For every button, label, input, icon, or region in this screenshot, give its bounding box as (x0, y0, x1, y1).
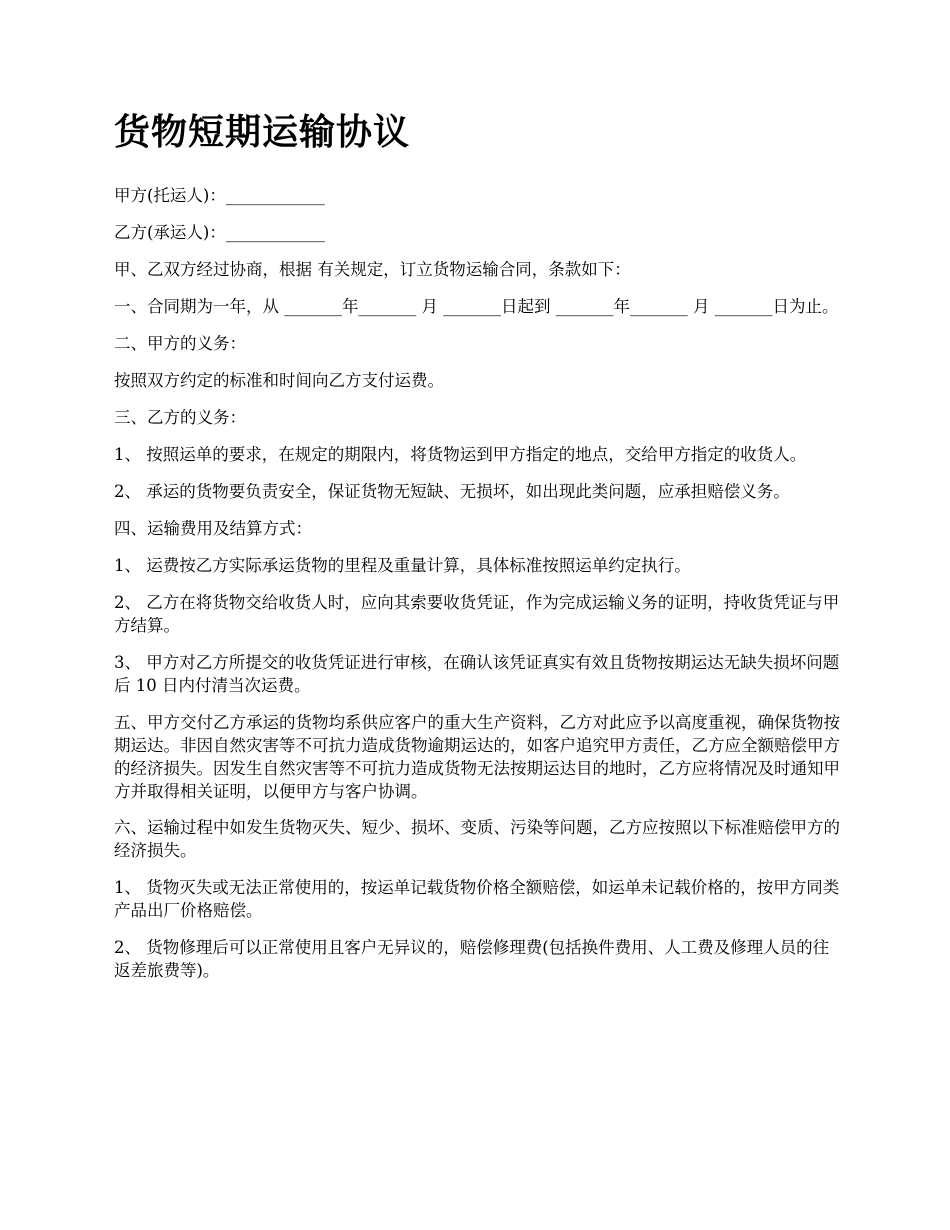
clause-6-item-1: 1、 货物灭失或无法正常使用的，按运单记载货物价格全额赔偿，如运单未记载价格的，按甲方同类产品出厂价格赔偿。 (114, 878, 840, 920)
intro-paragraph: 甲、乙双方经过协商，根据 有关规定，订立货物运输合同，条款如下： (114, 260, 631, 279)
clause-2-body: 按照双方约定的标准和时间向乙方支付运费。 (114, 371, 444, 390)
party-b-line: 乙方(承运人)：____________ (114, 223, 325, 242)
clause-2-heading: 二、甲方的义务： (114, 334, 246, 353)
clause-3-item-2: 2、 承运的货物要负责安全，保证货物无短缺、无损坏，如出现此类问题，应承担赔偿义务。 (114, 482, 790, 501)
party-a-line: 甲方(托运人)：____________ (114, 186, 325, 205)
clause-4-heading: 四、运输费用及结算方式： (114, 519, 312, 538)
clause-3-item-1: 1、 按照运单的要求，在规定的期限内，将货物运到甲方指定的地点，交给甲方指定的收货人。 (114, 445, 807, 464)
clause-6-body: 六、运输过程中如发生货物灭失、短少、损坏、变质、污染等问题，乙方应按照以下标准赔偿甲方的经济损失。 (114, 818, 840, 860)
clause-1-term: 一、合同期为一年，从 _______年_______ 月 _______日起到 _______年_______ 月 _______日为止。 (114, 297, 839, 316)
clause-4-item-2: 2、 乙方在将货物交给收货人时，应向其索要收货凭证，作为完成运输义务的证明，持收货凭证与甲方结算。 (114, 593, 840, 635)
clause-6-item-2: 2、 货物修理后可以正常使用且客户无异议的，赔偿修理费(包括换件费用、人工费及修理人员的往返差旅费等)。 (114, 938, 830, 980)
clause-3-heading: 三、乙方的义务： (114, 408, 246, 427)
clause-4-item-1: 1、 运费按乙方实际承运货物的里程及重量计算，具体标准按照运单约定执行。 (114, 556, 691, 575)
document-title: 货物短期运输协议 (114, 112, 411, 153)
clause-4-item-3: 3、 甲方对乙方所提交的收货凭证进行审核，在确认该凭证真实有效且货物按期运达无缺失损坏问题后 10 日内付清当次运费。 (114, 653, 840, 695)
clause-5-body: 五、甲方交付乙方承运的货物均系供应客户的重大生产资料，乙方对此应予以高度重视，确保货物按期运达。非因自然灾害等不可抗力造成货物逾期运达的，如客户追究甲方责任，乙方应全额赔偿甲方的经济损失。因发生自然灾害等不可抗力造成货物无法按期运达目的地时，乙方应将情况及时通知甲方并取得相关证明，以便甲方与客户协调。 (114, 713, 840, 801)
